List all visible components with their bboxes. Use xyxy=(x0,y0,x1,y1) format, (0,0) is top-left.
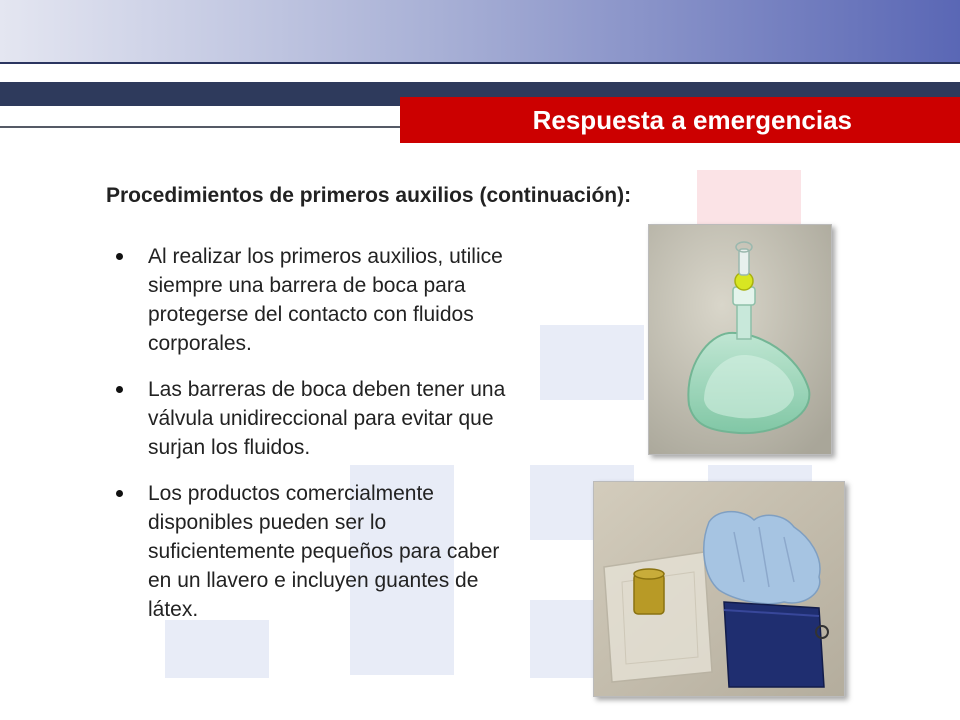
bullet-icon xyxy=(116,253,123,260)
bullet-text: Al realizar los primeros auxilios, utilice siempre una barrera de boca para protegerse del contacto con fluidos corporales. xyxy=(148,245,503,355)
decor-square xyxy=(697,170,801,230)
bullet-item xyxy=(116,375,506,462)
section-subtitle: Procedimientos de primeros auxilios (continuación): xyxy=(106,184,632,207)
slide-title: Respuesta a emergencias xyxy=(532,105,852,135)
bullet-icon xyxy=(116,490,123,497)
keychain-kit-image xyxy=(594,482,844,696)
keychain-kit-photo xyxy=(593,481,845,697)
header-gradient-band xyxy=(0,0,960,64)
cpr-mask-image xyxy=(649,225,831,454)
bullet-text: Los productos comercialmente disponibles pueden ser lo suficientemente pequeños para caber en un llavero e incluyen guantes de látex. xyxy=(148,482,500,621)
bullet-text: Las barreras de boca deben tener una válvula unidireccional para evitar que surjan los fluidos. xyxy=(148,378,506,459)
bullet-item xyxy=(116,479,506,624)
header-rule xyxy=(0,62,960,64)
cpr-mask-photo xyxy=(648,224,832,455)
bullet-icon xyxy=(116,386,123,393)
bullet-item xyxy=(116,242,506,358)
decor-square xyxy=(540,325,644,400)
title-banner xyxy=(400,97,960,143)
header-grey-line xyxy=(0,126,400,128)
bullet-list xyxy=(116,242,506,641)
